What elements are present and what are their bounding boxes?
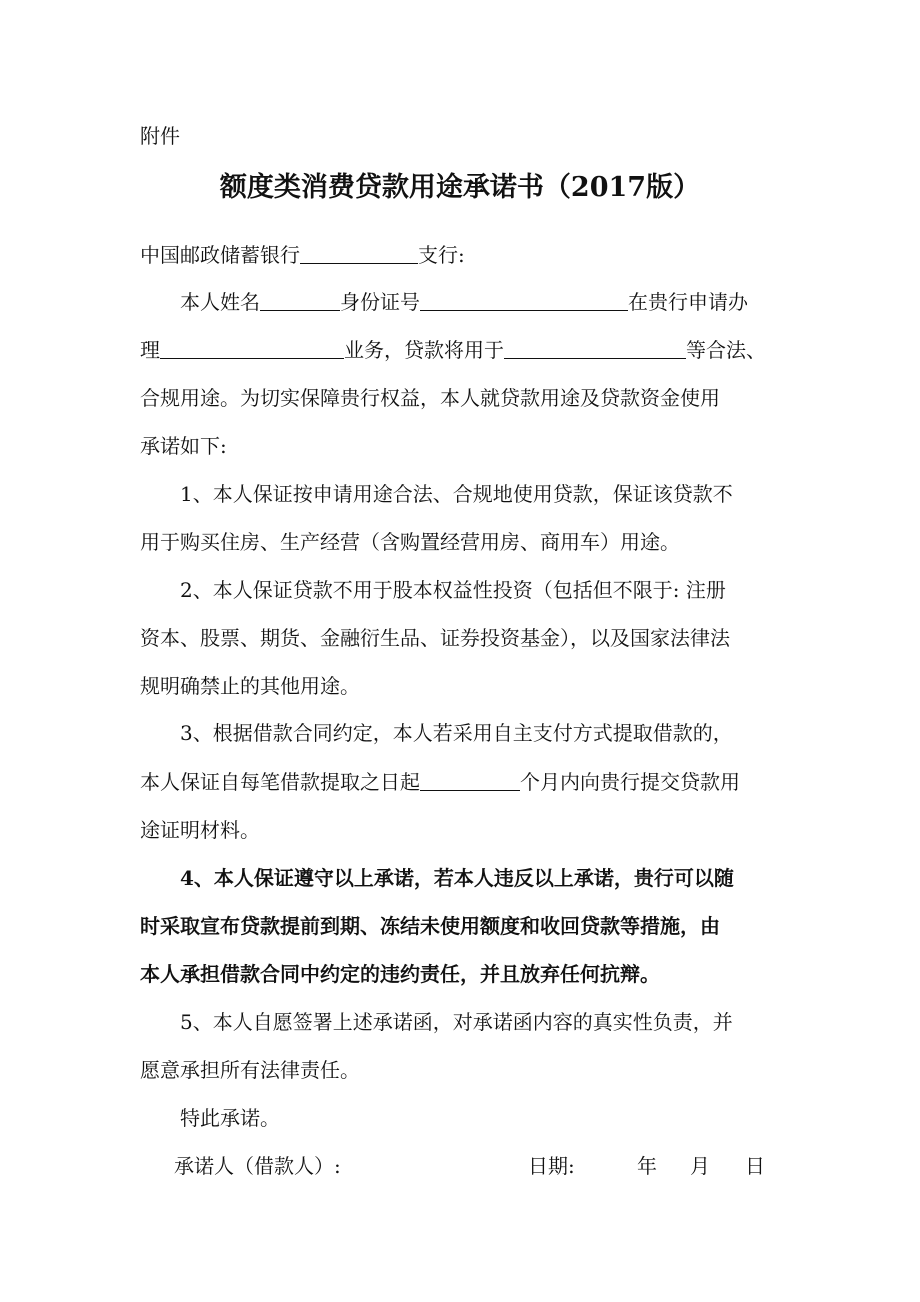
item3-line-1: 3、根据借款合同约定，本人若采用自主支付方式提取借款的， bbox=[180, 721, 733, 745]
intro-line-1 bbox=[180, 288, 748, 316]
business-text: 业务，贷款将用于 bbox=[344, 338, 504, 362]
item3-line-2-pre: 本人保证自每笔借款提取之日起 bbox=[140, 770, 420, 794]
day-label: 日 bbox=[745, 1154, 765, 1178]
item5-line-1: 5、本人自愿签署上述承诺函，对承诺函内容的真实性负责，并 bbox=[180, 1010, 733, 1034]
branch-blank[interactable] bbox=[300, 241, 418, 264]
item2-line-1: 2、本人保证贷款不用于股本权益性投资（包括但不限于: 注册 bbox=[180, 578, 726, 602]
closing-text: 特此承诺。 bbox=[180, 1106, 280, 1130]
item5-line-2: 愿意承担所有法律责任。 bbox=[140, 1058, 360, 1082]
item3-line-3: 途证明材料。 bbox=[140, 818, 260, 842]
business-blank[interactable] bbox=[160, 336, 344, 359]
id-number-blank[interactable] bbox=[420, 288, 628, 311]
handle-text: 理 bbox=[140, 338, 160, 362]
intro-line-4: 承诺如下: bbox=[140, 434, 227, 458]
purpose-tail: 等合法、 bbox=[686, 338, 766, 362]
item3-line-2 bbox=[140, 768, 740, 796]
item4-line-2: 时采取宣布贷款提前到期、冻结未使用额度和收回贷款等措施，由 bbox=[140, 914, 720, 938]
addressee-line bbox=[140, 241, 465, 269]
item3-line-2-post: 个月内向贵行提交贷款用 bbox=[520, 770, 740, 794]
item1-line-2: 用于购买住房、生产经营（含购置经营用房、商用车）用途。 bbox=[140, 530, 680, 554]
name-blank[interactable] bbox=[260, 288, 340, 311]
promisor-label: 承诺人（借款人）: bbox=[174, 1154, 341, 1178]
item4-line-1: 4、本人保证遵守以上承诺，若本人违反以上承诺，贵行可以随 bbox=[180, 866, 734, 890]
intro-line-2 bbox=[140, 336, 766, 364]
id-label: 身份证号 bbox=[340, 290, 420, 314]
month-label: 月 bbox=[690, 1154, 710, 1178]
document-title: 额度类消费贷款用途承诺书（2017版） bbox=[219, 172, 701, 203]
item4-line-3: 本人承担借款合同中约定的违约责任，并且放弃任何抗辩。 bbox=[140, 962, 660, 986]
addressee-prefix: 中国邮政储蓄银行 bbox=[140, 243, 300, 267]
item2-line-2: 资本、股票、期货、金融衍生品、证券投资基金），以及国家法律法 bbox=[140, 626, 730, 650]
item2-line-3: 规明确禁止的其他用途。 bbox=[140, 674, 360, 698]
year-label: 年 bbox=[637, 1154, 657, 1178]
months-blank[interactable] bbox=[420, 768, 520, 791]
date-label: 日期: bbox=[528, 1154, 575, 1178]
purpose-blank[interactable] bbox=[504, 336, 686, 359]
addressee-suffix: 支行: bbox=[418, 243, 465, 267]
name-label: 本人姓名 bbox=[180, 290, 260, 314]
apply-text: 在贵行申请办 bbox=[628, 290, 748, 314]
item1-line-1: 1、本人保证按申请用途合法、合规地使用贷款，保证该贷款不 bbox=[180, 482, 733, 506]
attachment-label: 附件 bbox=[140, 124, 180, 148]
intro-line-3: 合规用途。为切实保障贵行权益，本人就贷款用途及贷款资金使用 bbox=[140, 386, 720, 410]
